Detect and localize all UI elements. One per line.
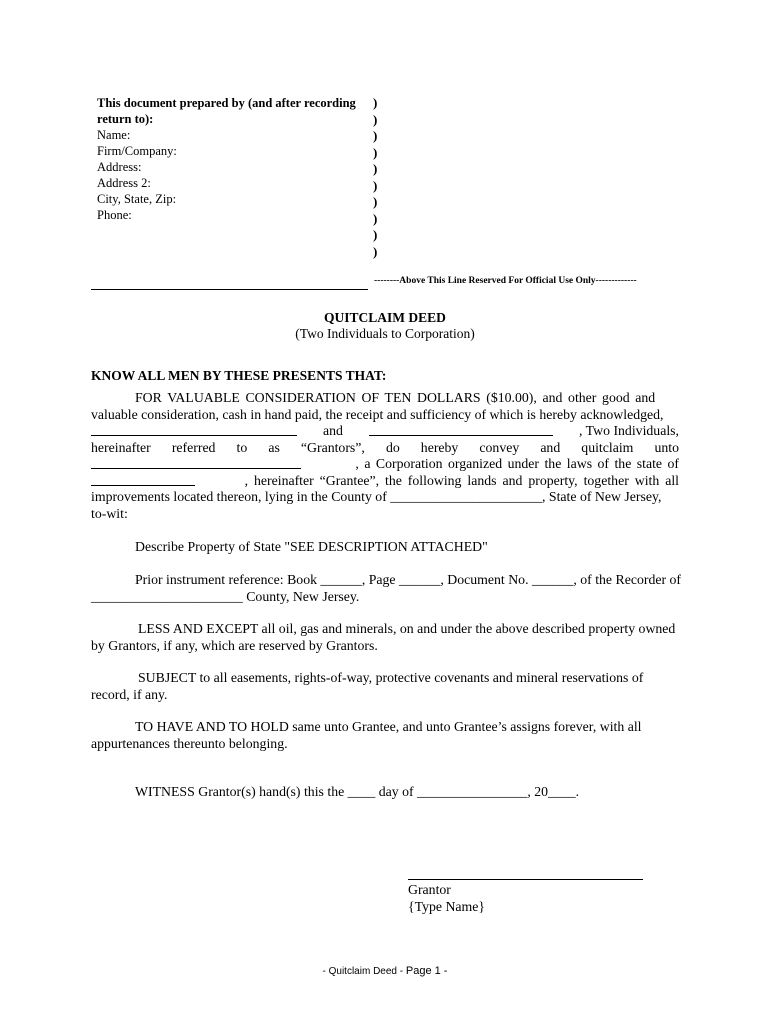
grantor2-name-blank[interactable]: [369, 423, 553, 436]
preparer-phone-label: Phone:: [97, 208, 132, 222]
consideration-line1: [91, 390, 679, 407]
preparer-heading-line1: This document prepared by (and after recording: [97, 96, 356, 110]
consideration-line2: valuable consideration, cash in hand paid, the receipt and sufficiency of which is hereby acknowledged,: [91, 406, 664, 422]
bracket: ): [373, 161, 378, 176]
preparer-firm-label: Firm/Company:: [97, 144, 177, 158]
word: as: [268, 439, 280, 455]
bracket: ): [373, 227, 378, 242]
signature-block: [408, 881, 485, 915]
footer-page-number: Page 1 -: [405, 965, 448, 977]
word: referred: [171, 439, 216, 455]
word: and: [540, 439, 561, 455]
corp-organized-text: , a Corporation organized under the laws of the state of: [355, 456, 679, 471]
grantee-corp-name-blank[interactable]: [91, 456, 301, 469]
bracket: ): [373, 210, 378, 226]
to-wit-line: to-wit:: [91, 505, 128, 521]
preparer-address2-label: Address 2:: [97, 176, 151, 190]
word: hereby: [420, 439, 459, 455]
word: do: [385, 439, 400, 455]
bracket: ): [373, 144, 378, 160]
word: unto: [654, 439, 679, 455]
subject-paragraph: [91, 670, 679, 703]
word: to: [236, 439, 248, 455]
type-name-placeholder: {Type Name}: [408, 899, 486, 914]
habendum-paragraph: [91, 719, 679, 752]
witness-line: WITNESS Grantor(s) hand(s) this the ____ day of ________________, 20____.: [135, 784, 580, 799]
bracket: ): [373, 128, 378, 143]
prior-instrument-paragraph: [91, 572, 682, 605]
grantee-corp-line: [91, 456, 679, 473]
preparer-name-label: Name:: [97, 128, 131, 142]
habendum-line1: TO HAVE AND TO HOLD same unto Grantee, and unto Grantee’s assigns forever, with all: [135, 719, 642, 734]
prior-line2: ______________________ County, New Jersey.: [91, 588, 360, 604]
word: convey: [479, 439, 520, 455]
preparer-block: [97, 95, 369, 223]
preparer-address-label: Address:: [97, 160, 142, 174]
consideration-text: FOR VALUABLE CONSIDERATION OF TEN DOLLARS ($10.00), and other good and: [135, 390, 656, 405]
bracket: ): [373, 95, 378, 110]
page-footer: [0, 965, 770, 977]
bracket: ): [373, 243, 378, 259]
know-all-men-heading: KNOW ALL MEN BY THESE PRESENTS THAT:: [91, 368, 387, 383]
grantor1-name-blank[interactable]: [91, 423, 297, 436]
subject-line1: SUBJECT to all easements, rights-of-way, protective covenants and mineral reservations of: [138, 670, 644, 685]
grantee-state-line: [91, 473, 679, 490]
grantee-text: , hereinafter “Grantee”, the following lands and property, together with all: [244, 472, 679, 488]
grantor-label: Grantor: [408, 882, 451, 897]
footer-label: - Quitclaim Deed -: [322, 966, 406, 977]
bracket-column: [373, 95, 377, 260]
state-blank[interactable]: [91, 473, 195, 486]
document-subtitle: (Two Individuals to Corporation): [295, 326, 475, 341]
prior-line1: Prior instrument reference: Book ______, Page ______, Document No. ______, of the Recorder of: [135, 572, 682, 587]
improvements-line: improvements located thereon, lying in the County of ______________________, State of New Jersey,: [91, 489, 662, 504]
preparer-heading-line2: return to):: [97, 112, 154, 126]
two-individuals-text: , Two Individuals,: [579, 423, 679, 438]
bracket: ): [373, 194, 378, 209]
less-except-paragraph: [91, 621, 679, 654]
grantors-referred-line: [91, 440, 679, 457]
describe-property: Describe Property of State "SEE DESCRIPTION ATTACHED": [135, 539, 488, 554]
grantor-names-line: [91, 423, 679, 440]
bracket: ): [373, 111, 378, 127]
recording-divider-line: [91, 289, 368, 290]
habendum-line2: appurtenances thereunto belonging.: [91, 735, 288, 751]
less-except-line1: LESS AND EXCEPT all oil, gas and minerals, on and under the above described property owned: [138, 621, 676, 636]
official-use-notice: --------Above This Line Reserved For Official Use Only-------------: [374, 276, 637, 286]
word: quitclaim: [581, 439, 634, 455]
preparer-city-label: City, State, Zip:: [97, 192, 177, 206]
less-except-line2: by Grantors, if any, which are reserved by Grantors.: [91, 637, 378, 653]
document-title: QUITCLAIM DEED: [324, 310, 446, 325]
word: hereinafter: [91, 439, 151, 455]
subject-line2: record, if any.: [91, 686, 168, 702]
and-word: and: [323, 423, 343, 438]
grantor-signature-line[interactable]: [408, 879, 643, 880]
word: “Grantors”,: [300, 439, 365, 455]
bracket: ): [373, 177, 378, 193]
consideration-paragraph: [91, 390, 679, 522]
